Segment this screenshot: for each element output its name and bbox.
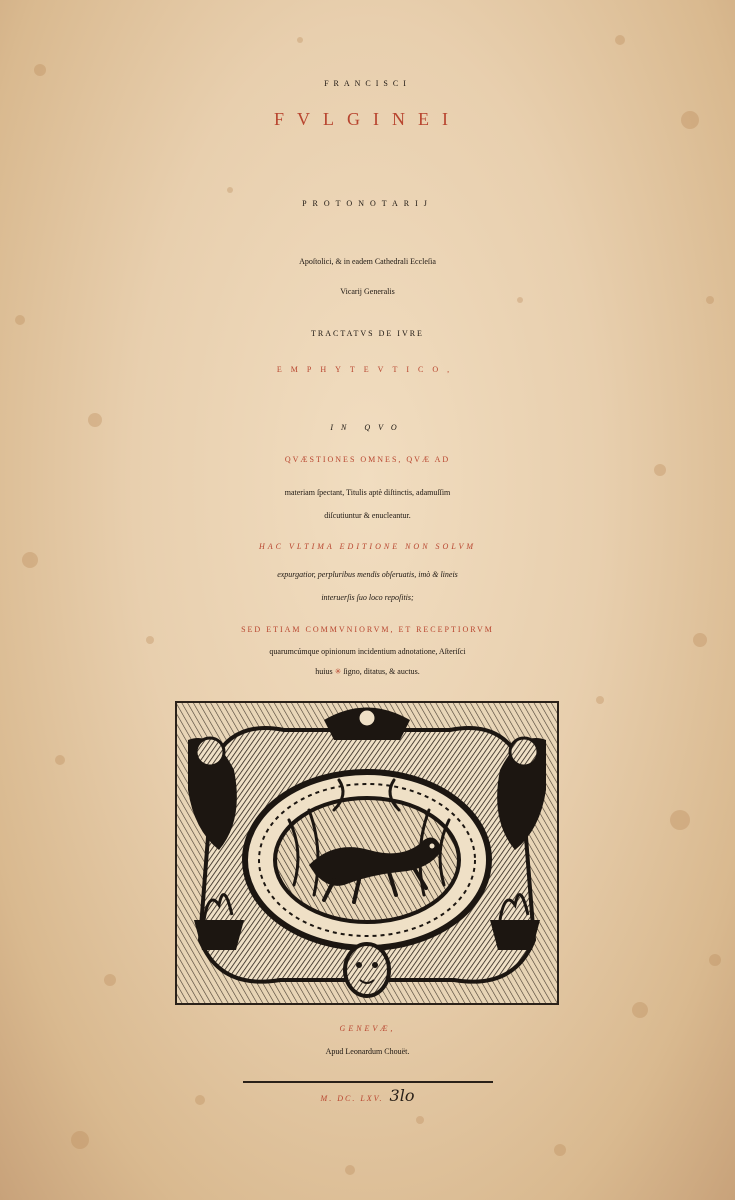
quarum-line-1: quarumcúmque opinionum incidentium adnotatione, Aſteriſci — [269, 647, 466, 656]
expurgatior-line-1: expurgatior, perpluribus mendis obſeruatis, imò & lineis — [277, 570, 458, 579]
subject-heading: EMPHYTEVTICO, — [276, 365, 459, 374]
asterisk-icon: ✳ — [334, 667, 342, 676]
office-line-2: Vicarij Generalis — [340, 287, 395, 296]
author-surname: FVLGINEI — [274, 109, 461, 129]
imprint-printer: Apud Leonardum Chouët. — [325, 1047, 410, 1056]
sed-etiam-line: SED ETIAM COMMVNIORVM, ET RECEPTIORVM — [241, 625, 494, 634]
author-title: PROTONOTARIJ — [302, 199, 433, 208]
materia-line-2: diſcutiuntur & enucleantur. — [324, 511, 411, 520]
imprint-rule — [243, 1081, 493, 1083]
office-line-1: Apoſtolici, & in eadem Cathedrali Eccleſia — [299, 257, 436, 266]
quarum-line-2 — [0, 668, 735, 676]
handwritten-note: 3lo — [389, 1086, 415, 1105]
in-quo-line: IN QVO — [330, 423, 405, 432]
imprint-date: M. DC. LXV. — [320, 1094, 384, 1103]
imprint-place: GENEVÆ, — [339, 1024, 396, 1033]
quarum-line-2-end: ſigno, ditatus, & auctus. — [343, 667, 420, 676]
imprint-date-line — [0, 1088, 735, 1104]
quarum-line-2-start: huius — [315, 667, 333, 676]
expurgatior-line-2: interuerſis ſuo loco repoſitis; — [321, 593, 414, 602]
printers-device-woodcut — [174, 700, 560, 1006]
author-forename: FRANCISCI — [324, 79, 411, 88]
tractatus-heading: TRACTATVS DE IVRE — [311, 329, 424, 338]
materia-line-1: materiam ſpectant, Titulis aptè diſtinctis, adamuſſim — [284, 488, 451, 497]
hac-ultima-line: HAC VLTIMA EDITIONE NON SOLVM — [258, 542, 477, 551]
quaestiones-line: QVÆSTIONES OMNES, QVÆ AD — [284, 455, 451, 464]
